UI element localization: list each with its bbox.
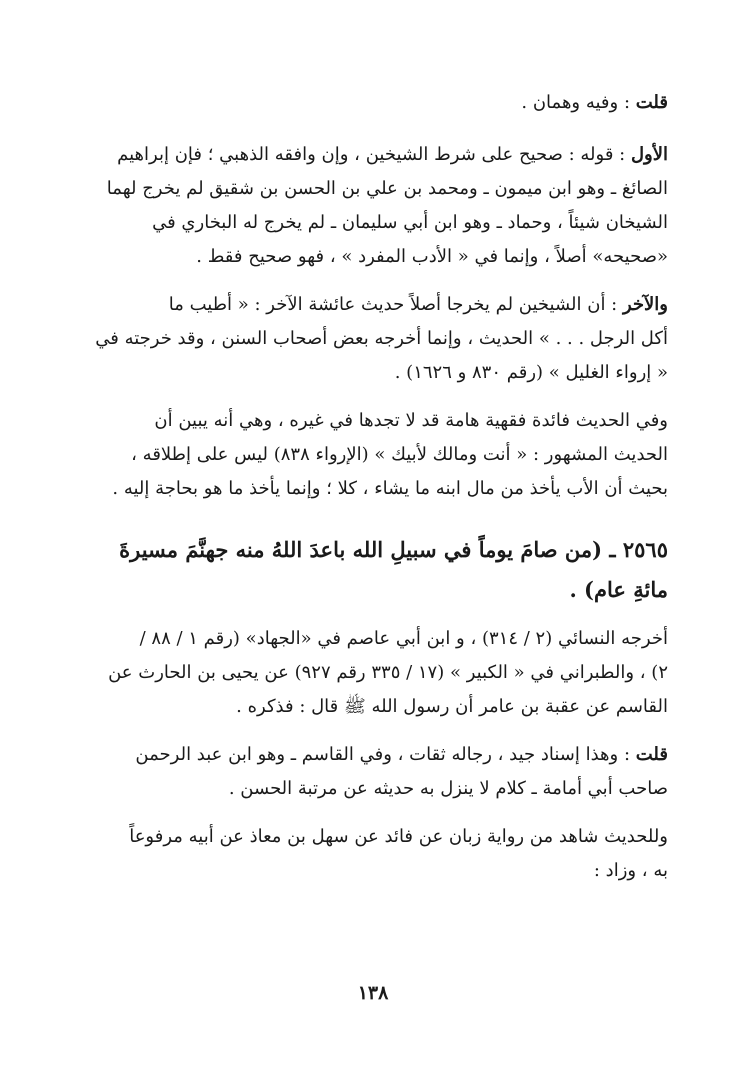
text-line: بحيث أن الأب يأخذ من مال ابنه ما يشاء ، كلا ؛ وإنما يأخذ ما هو بحاجة إليه . [112, 478, 668, 499]
text-line: الأول : قوله : صحيح على شرط الشيخين ، وإن وافقه الذهبي ؛ فإن إبراهيم [117, 144, 668, 165]
text-line: ٢) ، والطبراني في « الكبير » (١٧ / ٣٣٥ رقم ٩٢٧) عن يحيى بن الحارث عن [108, 662, 668, 683]
paragraph-lead-word: والآخر [622, 294, 668, 315]
paragraph-lead-word: قلت [635, 744, 668, 765]
text-line: أخرجه النسائي (٢ / ٣١٤) ، و ابن أبي عاصم في «الجهاد» (رقم ١ / ٨٨ / [139, 628, 668, 649]
paragraph-fiqh-benefit [78, 404, 668, 506]
bottom-section [78, 622, 668, 888]
text-line: «صحيحه» أصلاً ، وإنما في « الأدب المفرد » ، فهو صحيح فقط . [196, 246, 668, 267]
paragraph-second-error [78, 288, 668, 390]
text-line: صاحب أبي أمامة ـ كلام لا ينزل به حديثه عن مرتبة الحسن . [228, 778, 668, 799]
paragraph-first-error [78, 138, 668, 274]
heading-line: مائةِ عام) . [569, 577, 668, 602]
text-line: الصائغ ـ وهو ابن ميمون ـ ومحمد بن علي بن الحسن بن شقيق لم يخرج لهما [106, 178, 668, 199]
text-line: به ، وزاد : [593, 860, 668, 881]
text-line: الحديث المشهور : « أنت ومالك لأبيك » (الإرواء ٨٣٨) ليس على إطلاقه ، [131, 444, 668, 465]
text-line: الشيخان شيئاً ، وحماد ـ وهو ابن أبي سليمان ـ لم يخرج له البخاري في [152, 212, 668, 233]
text-line: والآخر : أن الشيخين لم يخرجا أصلاً حديث عائشة الآخر : « أطيب ما [168, 294, 668, 315]
paragraph-isnad-grade [78, 738, 668, 806]
text-line: وللحديث شاهد من رواية زبان عن فائد عن سهل بن معاذ عن أبيه مرفوعاً [129, 826, 668, 847]
text-line: وفي الحديث فائدة فقهية هامة قد لا تجدها في غيره ، وهي أنه يبين أن [154, 410, 668, 431]
paragraph-lead-word: قلت [635, 92, 668, 113]
text-line: قلت : وهذا إسناد جيد ، رجاله ثقات ، وفي القاسم ـ وهو ابن عبد الرحمن [135, 744, 668, 765]
paragraph-takhrij [78, 622, 668, 724]
heading-line: ٢٥٦٥ ـ (من صامَ يوماً في سبيلِ الله باعدَ اللهُ منه جهنَّمَ مسيرةَ [119, 537, 668, 562]
page-number: ١٣٨ [357, 982, 389, 1004]
paragraph-note-intro [78, 86, 668, 120]
text-line: أكل الرجل . . . » الحديث ، وإنما أخرجه بعض أصحاب السنن ، وقد خرجته في [95, 328, 668, 349]
top-section [78, 86, 668, 506]
hadith-heading [78, 530, 668, 610]
text-line: القاسم عن عقبة بن عامر أن رسول الله ﷺ قال : فذكره . [236, 696, 668, 717]
text-line: « إرواء الغليل » (رقم ٨٣٠ و ١٦٢٦) . [394, 362, 668, 383]
text-line: قلت : وفيه وهمان . [521, 92, 668, 113]
paragraph-witness [78, 820, 668, 888]
paragraph-lead-word: الأول [630, 144, 668, 165]
